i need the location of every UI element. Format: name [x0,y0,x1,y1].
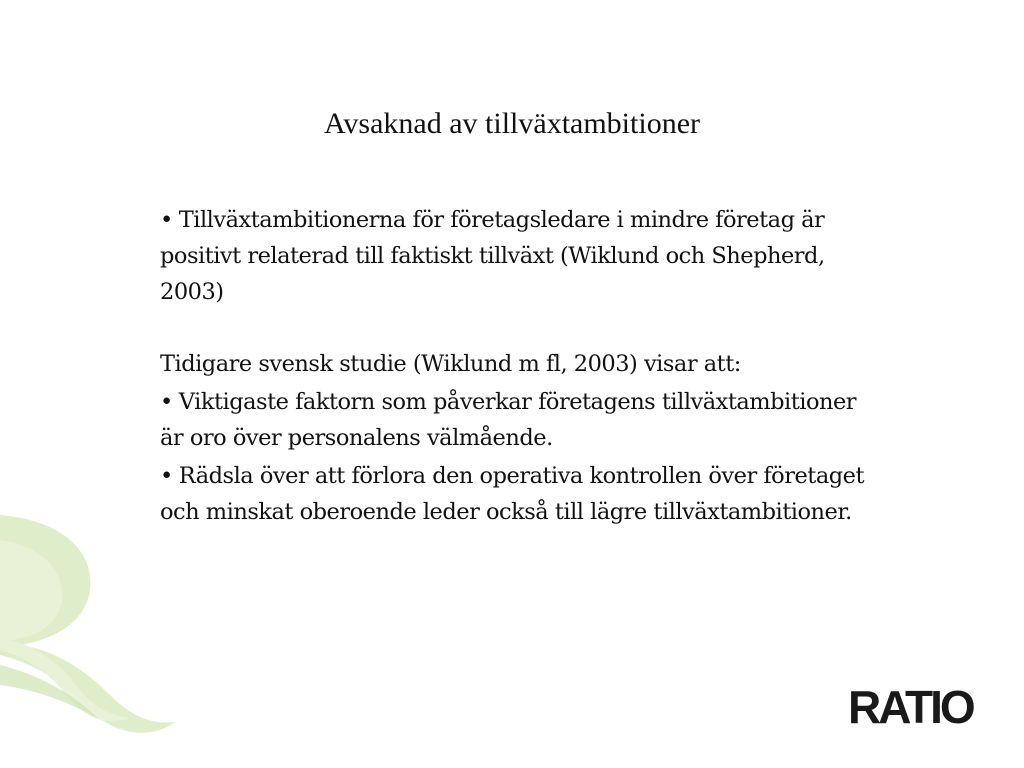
paragraph-text: Tidigare svensk studie (Wiklund m fl, 2003) visar att: [160,351,741,377]
list-item [160,458,880,530]
paragraph-text: Viktigaste faktorn som påverkar företagens tillväxtambitioner är oro över personalens välmående. [160,389,857,451]
list-item [160,202,880,310]
bullet-marker: • [160,463,173,489]
paragraph-text: Tillväxtambitionerna för företagsledare i mindre företag är positivt relaterad till faktiskt tillväxt (Wiklund och Shepherd, 2003) [160,207,825,305]
paragraph-text: Rädsla över att förlora den operativa kontrollen över företaget och minskat oberoende leder också till lägre tillväxtambitioner. [160,463,865,525]
list-intro [160,346,880,382]
list-item [160,384,880,456]
ratio-logo: RATIO [848,681,973,733]
green-swoosh-icon [0,500,180,740]
slide-title: Avsaknad av tillväxtambitioner [323,107,700,140]
slide-body [160,202,880,530]
bullet-marker: • [160,207,173,233]
bullet-marker: • [160,389,173,415]
